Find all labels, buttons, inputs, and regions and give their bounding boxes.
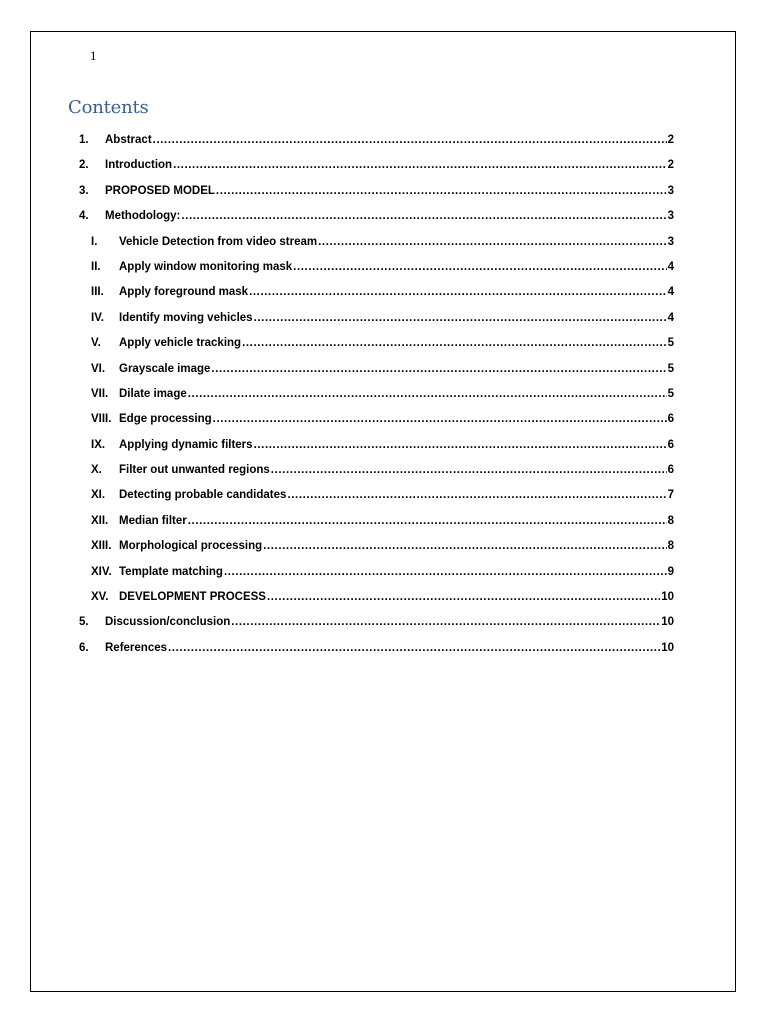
toc-entry-line: [119, 230, 674, 255]
toc-entry-title[interactable]: Apply foreground mask: [119, 286, 249, 299]
toc-entry[interactable]: [0, 585, 768, 610]
toc-entry-page: 6: [667, 438, 674, 451]
toc-entry[interactable]: [0, 153, 768, 178]
toc-entry-number: I.: [91, 235, 98, 248]
toc-entry-number: XV.: [91, 591, 109, 604]
toc-entry-title[interactable]: Detecting probable candidates: [119, 489, 287, 502]
toc-entry[interactable]: [0, 407, 768, 432]
toc-entry-page: 5: [667, 337, 674, 350]
toc-heading: Contents: [68, 97, 149, 118]
page-number: 1: [90, 48, 97, 63]
toc-dot-leader: [224, 560, 667, 585]
toc-entry[interactable]: [0, 255, 768, 280]
toc-entry-line: [119, 483, 674, 508]
toc-entry-number: V.: [91, 337, 101, 350]
toc-entry-number: VIII.: [91, 413, 112, 426]
toc-entry-title[interactable]: Edge processing: [119, 413, 212, 426]
toc-entry[interactable]: [0, 610, 768, 635]
toc-entry-line: [119, 357, 674, 382]
toc-entry-line: [119, 509, 674, 534]
toc-entry[interactable]: [0, 331, 768, 356]
toc-entry-line: [119, 585, 674, 610]
toc-entry-page: 3: [667, 235, 674, 248]
toc-entry-page: 7: [667, 489, 674, 502]
toc-entry-number: IV.: [91, 311, 105, 324]
toc-entry-title[interactable]: DEVELOPMENT PROCESS: [119, 591, 266, 604]
toc-entry-title[interactable]: References: [105, 641, 168, 654]
toc-entry-title[interactable]: Morphological processing: [119, 540, 263, 553]
toc-entry-title[interactable]: Template matching: [119, 565, 223, 578]
toc-entry-page: 4: [667, 260, 674, 273]
toc-entry-line: [119, 458, 674, 483]
toc-entry-page: 8: [667, 540, 674, 553]
toc-entry-page: 2: [667, 159, 674, 172]
toc-entry-number: 3.: [79, 184, 89, 197]
toc-dot-leader: [254, 433, 667, 458]
toc-entry[interactable]: [0, 458, 768, 483]
toc-entry-number: XII.: [91, 514, 109, 527]
toc-entry-number: 5.: [79, 616, 89, 629]
toc-entry-line: [119, 255, 674, 280]
toc-entry-number: XIII.: [91, 540, 112, 553]
toc-entry[interactable]: [0, 534, 768, 559]
toc-entry-page: 5: [667, 362, 674, 375]
toc-entry-title[interactable]: Abstract: [105, 134, 152, 146]
toc-entry-number: IX.: [91, 438, 106, 451]
toc-entry-number: XIV.: [91, 565, 112, 578]
toc-entry[interactable]: [0, 483, 768, 508]
toc-entry[interactable]: [0, 230, 768, 255]
toc-entry-title[interactable]: Applying dynamic filters: [119, 438, 253, 451]
toc-dot-leader: [271, 458, 667, 483]
table-of-contents: [0, 128, 768, 661]
toc-entry-page: 5: [667, 387, 674, 400]
toc-entry-title[interactable]: Identify moving vehicles: [119, 311, 253, 324]
toc-entry-page: 10: [661, 591, 674, 604]
toc-entry-line: [105, 128, 674, 153]
toc-entry-line: [119, 560, 674, 585]
toc-entry-title[interactable]: Vehicle Detection from video stream: [119, 235, 318, 248]
toc-entry-page: 10: [661, 616, 674, 629]
toc-entry-title[interactable]: Apply vehicle tracking: [119, 337, 242, 350]
toc-entry-page: 6: [667, 413, 674, 426]
toc-dot-leader: [168, 636, 660, 661]
toc-entry-number: III.: [91, 286, 104, 299]
toc-entry-page: 3: [667, 184, 674, 197]
toc-entry[interactable]: [0, 280, 768, 305]
toc-entry-title[interactable]: Median filter: [119, 514, 187, 527]
toc-entry-line: [105, 636, 674, 661]
toc-entry[interactable]: [0, 636, 768, 661]
toc-entry-number: VI.: [91, 362, 106, 375]
toc-entry-title[interactable]: Discussion/conclusion: [105, 616, 231, 629]
toc-dot-leader: [263, 534, 666, 559]
toc-entry-title[interactable]: Grayscale image: [119, 362, 211, 375]
toc-dot-leader: [267, 585, 660, 610]
toc-entry-line: [119, 331, 674, 356]
toc-entry-title[interactable]: PROPOSED MODEL: [105, 184, 215, 197]
toc-entry-line: [105, 204, 674, 229]
toc-entry[interactable]: [0, 433, 768, 458]
toc-entry-title[interactable]: Dilate image: [119, 387, 187, 400]
toc-entry-number: 6.: [79, 641, 89, 654]
toc-entry-number: XI.: [91, 489, 106, 502]
toc-entry-title[interactable]: Filter out unwanted regions: [119, 464, 270, 477]
toc-entry-page: 10: [661, 641, 674, 654]
toc-entry-page: 4: [667, 286, 674, 299]
toc-entry-number: X.: [91, 464, 102, 477]
toc-entry-title[interactable]: Apply window monitoring mask: [119, 260, 293, 273]
toc-entry-page: 2: [667, 134, 674, 146]
toc-entry-line: [119, 306, 674, 331]
toc-dot-leader: [318, 230, 666, 255]
toc-entry-page: 8: [667, 514, 674, 527]
toc-entry-number: 2.: [79, 159, 89, 172]
toc-entry-line: [105, 179, 674, 204]
toc-dot-leader: [211, 357, 666, 382]
toc-entry[interactable]: [0, 382, 768, 407]
toc-dot-leader: [293, 255, 666, 280]
toc-dot-leader: [287, 483, 666, 508]
toc-dot-leader: [254, 306, 667, 331]
toc-entry-number: VII.: [91, 387, 109, 400]
toc-entry[interactable]: [0, 179, 768, 204]
toc-dot-leader: [181, 204, 666, 229]
toc-entry[interactable]: [0, 509, 768, 534]
toc-entry-line: [105, 153, 674, 178]
toc-entry-line: [119, 534, 674, 559]
toc-entry[interactable]: [0, 204, 768, 229]
toc-entry[interactable]: [0, 357, 768, 382]
toc-entry[interactable]: [0, 560, 768, 585]
toc-entry-line: [105, 610, 674, 635]
toc-entry[interactable]: [0, 128, 768, 153]
toc-entry-title[interactable]: Introduction: [105, 159, 173, 172]
toc-entry-line: [119, 407, 674, 432]
toc-dot-leader: [188, 382, 667, 407]
toc-dot-leader: [153, 128, 667, 153]
toc-dot-leader: [216, 179, 667, 204]
toc-entry-page: 3: [667, 210, 674, 223]
toc-dot-leader: [242, 331, 667, 356]
toc-dot-leader: [213, 407, 667, 432]
toc-entry-page: 6: [667, 464, 674, 477]
toc-entry-line: [119, 382, 674, 407]
toc-entry-line: [119, 433, 674, 458]
toc-entry-number: 1.: [79, 134, 89, 146]
toc-dot-leader: [173, 153, 667, 178]
toc-dot-leader: [231, 610, 660, 635]
toc-entry-line: [119, 280, 674, 305]
toc-dot-leader: [188, 509, 667, 534]
toc-entry-page: 4: [667, 311, 674, 324]
toc-entry-number: 4.: [79, 210, 89, 223]
toc-entry[interactable]: [0, 306, 768, 331]
toc-entry-number: II.: [91, 260, 101, 273]
toc-entry-title[interactable]: Methodology:: [105, 210, 181, 223]
toc-dot-leader: [249, 280, 667, 305]
toc-entry-page: 9: [667, 565, 674, 578]
